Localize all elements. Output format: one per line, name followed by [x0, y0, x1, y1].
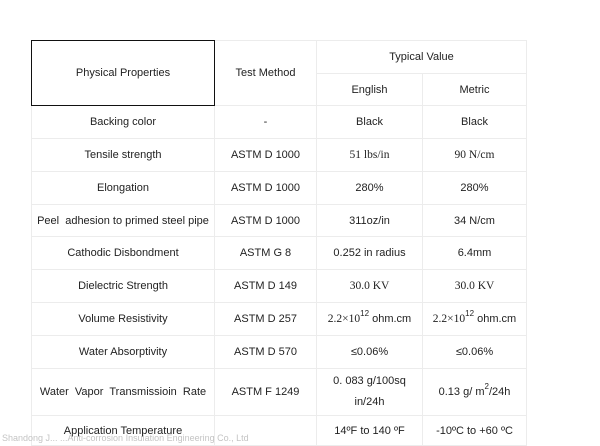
metric-value-cell: 90 N/cm	[423, 139, 527, 172]
volume-resistivity-english-unit: ohm.cm	[369, 313, 412, 325]
wvtr-english-line-1: 0. 083 g/100sq	[333, 375, 406, 387]
english-value-cell: 0.252 in radius	[317, 237, 423, 270]
property-cell: Water Vapor Transmissioin Rate	[32, 369, 215, 416]
volume-resistivity-english-base: 2.2×10	[327, 313, 361, 325]
watermark: Shandong J... ...Anti-corrosion Insulation Engineering Co., Ltd	[2, 433, 249, 443]
metric-value-cell: Black	[423, 106, 527, 139]
method-cell: ASTM D 149	[215, 270, 317, 303]
method-cell: ASTM F 1249	[215, 369, 317, 416]
volume-resistivity-metric-base: 2.2×10	[432, 313, 466, 325]
english-value-cell: 30.0 KV	[317, 270, 423, 303]
table-row	[32, 172, 527, 205]
english-value-cell	[317, 303, 423, 336]
properties-table	[31, 40, 527, 446]
property-cell: Cathodic Disbondment	[32, 237, 215, 270]
english-value-cell: ≤0.06%	[317, 336, 423, 369]
metric-value-cell: 30.0 KV	[423, 270, 527, 303]
table-row	[32, 205, 527, 237]
table-row	[32, 303, 527, 336]
header-physical-properties: Physical Properties	[32, 41, 215, 106]
metric-value-cell	[423, 303, 527, 336]
table-row	[32, 369, 527, 416]
wvtr-english-line-2: in/24h	[354, 396, 385, 408]
table-row	[32, 139, 527, 172]
property-cell: Water Absorptivity	[32, 336, 215, 369]
method-cell: ASTM D 257	[215, 303, 317, 336]
metric-value-cell	[423, 369, 527, 416]
volume-resistivity-metric-exponent: 12	[465, 309, 475, 318]
wvtr-metric-exponent: 2	[484, 382, 489, 391]
english-value-cell: 51 lbs/in	[317, 139, 423, 172]
header-test-method: Test Method	[215, 41, 317, 106]
method-cell: ASTM D 570	[215, 336, 317, 369]
metric-value-cell: 280%	[423, 172, 527, 205]
method-cell: -	[215, 106, 317, 139]
header-row	[32, 41, 527, 74]
english-value-cell: 14ºF to 140 ºF	[317, 416, 423, 446]
method-cell: ASTM D 1000	[215, 205, 317, 237]
english-value-cell: Black	[317, 106, 423, 139]
metric-value-cell: 34 N/cm	[423, 205, 527, 237]
metric-value-cell: 6.4mm	[423, 237, 527, 270]
property-cell: Tensile strength	[32, 139, 215, 172]
property-cell: Application Temperature	[32, 416, 215, 446]
volume-resistivity-metric-unit: ohm.cm	[474, 313, 517, 325]
method-cell: ASTM D 1000	[215, 172, 317, 205]
header-typical-value: Typical Value	[317, 41, 527, 74]
wvtr-metric-post: /24h	[488, 386, 511, 398]
property-cell: Backing color	[32, 106, 215, 139]
wvtr-metric-pre: 0.13 g/ m	[438, 386, 485, 398]
table-row	[32, 336, 527, 369]
english-value-cell	[317, 369, 423, 416]
property-cell: Dielectric Strength	[32, 270, 215, 303]
method-cell: ASTM G 8	[215, 237, 317, 270]
volume-resistivity-english-exponent: 12	[360, 309, 370, 318]
english-value-cell: 311oz/in	[317, 205, 423, 237]
metric-value-cell: ≤0.06%	[423, 336, 527, 369]
english-value-cell: 280%	[317, 172, 423, 205]
header-english: English	[317, 74, 423, 106]
method-cell: ASTM D 1000	[215, 139, 317, 172]
metric-value-cell: -10ºC to +60 ºC	[423, 416, 527, 446]
table-row	[32, 106, 527, 139]
property-cell: Elongation	[32, 172, 215, 205]
table-row	[32, 270, 527, 303]
table-row	[32, 237, 527, 270]
header-metric: Metric	[423, 74, 527, 106]
property-cell: Peel adhesion to primed steel pipe	[32, 205, 215, 237]
property-cell: Volume Resistivity	[32, 303, 215, 336]
